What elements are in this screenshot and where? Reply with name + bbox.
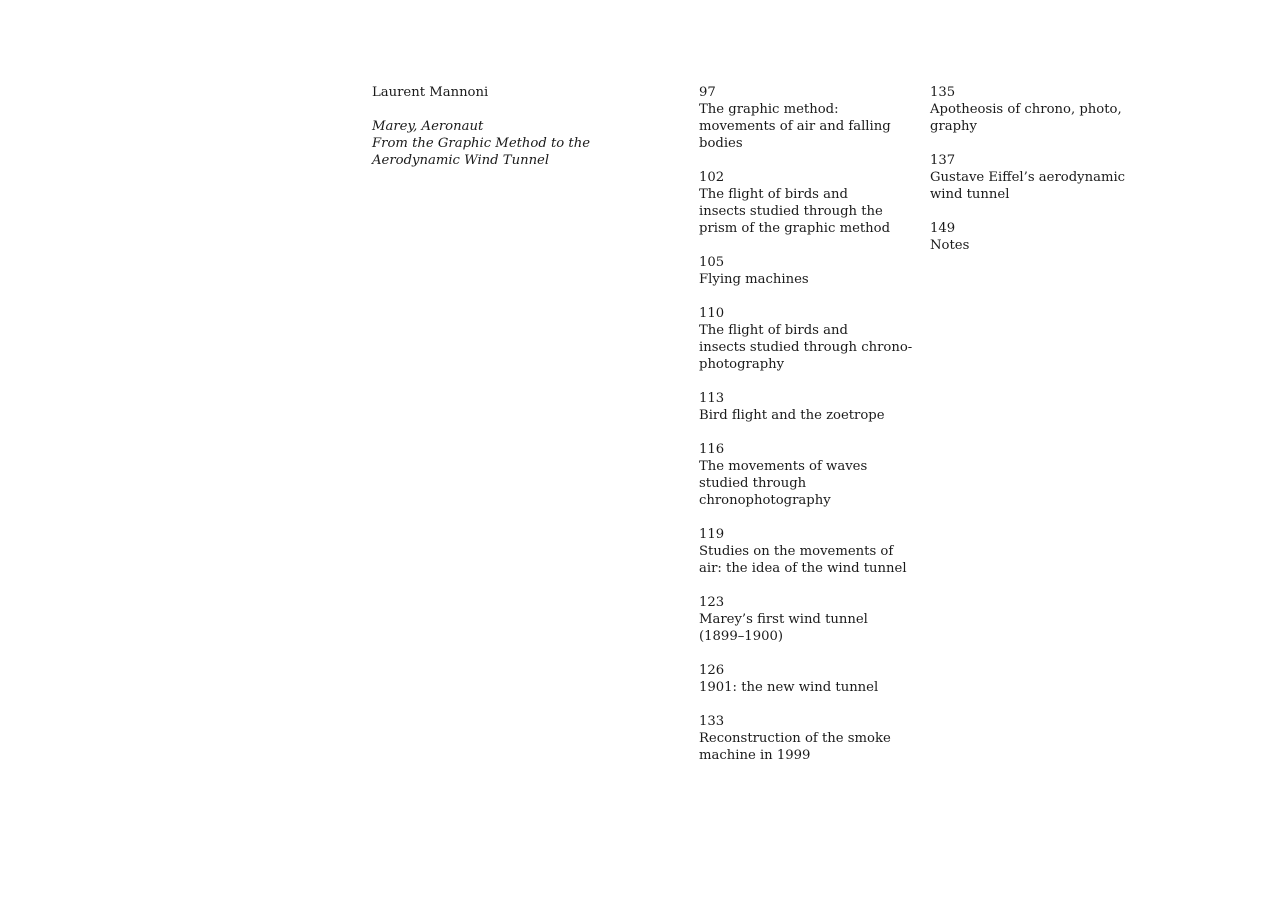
toc-page-number: 135 (930, 85, 956, 100)
toc-column-1 (699, 84, 921, 781)
toc-entry (930, 152, 1145, 203)
toc-entry (699, 305, 921, 373)
toc-entry-title: Notes (930, 238, 970, 253)
toc-entry (930, 220, 1145, 254)
toc-page-number: 113 (699, 391, 725, 406)
toc-page-number: 116 (699, 442, 725, 457)
toc-page-number: 119 (699, 527, 725, 542)
toc-entry (699, 84, 921, 152)
toc-page-number: 105 (699, 255, 725, 270)
essay-title-line: Marey, Aeronaut (372, 119, 484, 134)
toc-page-number: 149 (930, 221, 956, 236)
toc-entry (930, 84, 1145, 135)
toc-entry (699, 390, 921, 424)
toc-page-number: 97 (699, 85, 716, 100)
toc-entry (699, 254, 921, 288)
toc-page-number: 137 (930, 153, 956, 168)
toc-entry-title: The graphic method: movements of air and falling bodies (699, 102, 891, 151)
toc-entry (699, 713, 921, 764)
toc-entry-title: Bird flight and the zoetrope (699, 408, 885, 423)
toc-page-number: 133 (699, 714, 725, 729)
toc-entry (699, 662, 921, 696)
toc-entry (699, 169, 921, 237)
essay-subtitle-line: Aerodynamic Wind Tunnel (372, 153, 550, 168)
toc-entry-title: Marey’s first wind tunnel (1899–1900) (699, 612, 868, 644)
toc-page-number: 102 (699, 170, 725, 185)
toc-entry (699, 441, 921, 509)
toc-page-number: 126 (699, 663, 725, 678)
toc-entry-title: The movements of waves studied through chronophotography (699, 459, 868, 508)
essay-subtitle-line: From the Graphic Method to the (372, 136, 591, 151)
toc-entry-title: The flight of birds and insects studied through the prism of the graphic method (699, 187, 891, 236)
essay-title (372, 118, 632, 169)
toc-entry-title: 1901: the new wind tunnel (699, 680, 879, 695)
toc-page-number: 110 (699, 306, 725, 321)
toc-entry-title: Gustave Eiffel’s aerodynamic wind tunnel (930, 170, 1126, 202)
toc-entry-title: Apotheosis of chrono, photo, graphy (930, 102, 1122, 134)
toc-entry (699, 526, 921, 577)
toc-entry-title: Reconstruction of the smoke machine in 1999 (699, 731, 891, 763)
author-name: Laurent Mannoni (372, 85, 489, 100)
author-block (372, 84, 632, 169)
toc-page-number: 123 (699, 595, 725, 610)
toc-entry (699, 594, 921, 645)
toc-entry-title: Studies on the movements of air: the idea of the wind tunnel (699, 544, 907, 576)
toc-entry-title: Flying machines (699, 272, 809, 287)
toc-entry-title: The flight of birds and insects studied through chrono- photography (699, 323, 913, 372)
toc-column-2 (930, 84, 1145, 271)
